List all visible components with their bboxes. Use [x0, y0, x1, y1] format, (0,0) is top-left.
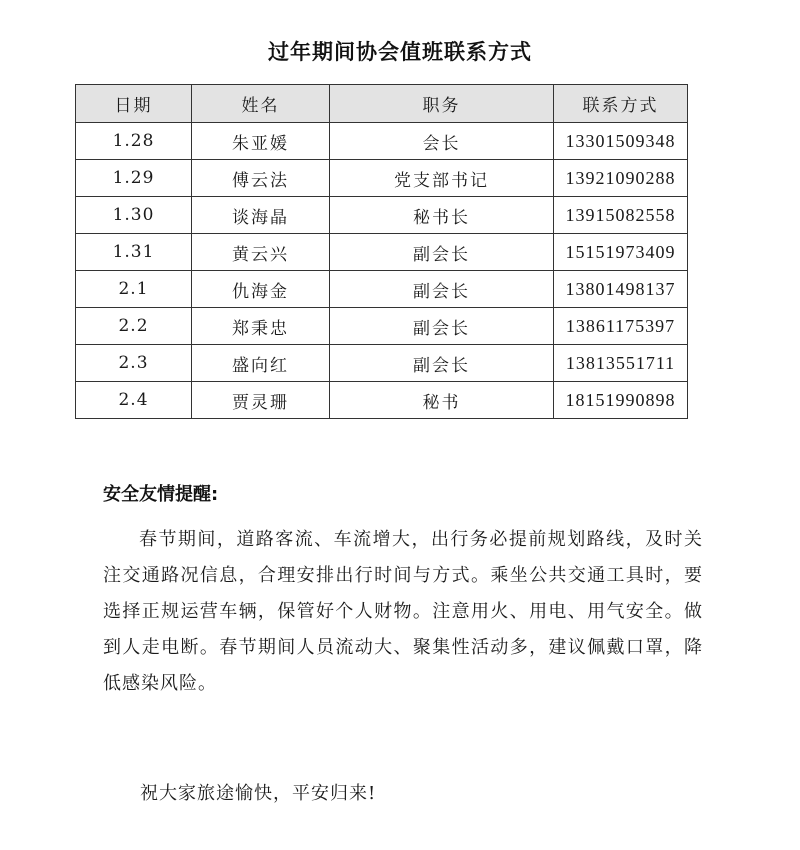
cell-position: 副会长	[330, 308, 554, 345]
header-position: 职务	[330, 85, 554, 123]
cell-date: 2.4	[76, 382, 192, 419]
cell-name: 仇海金	[192, 271, 330, 308]
table-row	[76, 197, 688, 234]
cell-phone: 18151990898	[554, 382, 688, 419]
cell-date: 1.29	[76, 160, 192, 197]
cell-position: 副会长	[330, 271, 554, 308]
duty-schedule-table	[75, 84, 688, 419]
cell-position: 党支部书记	[330, 160, 554, 197]
cell-position: 秘书	[330, 382, 554, 419]
cell-date: 1.30	[76, 197, 192, 234]
cell-name: 傅云法	[192, 160, 330, 197]
document-title: 过年期间协会值班联系方式	[268, 40, 532, 64]
cell-name: 贾灵珊	[192, 382, 330, 419]
cell-phone: 13813551711	[554, 345, 688, 382]
cell-name: 盛向红	[192, 345, 330, 382]
header-name: 姓名	[192, 85, 330, 123]
cell-name: 郑秉忠	[192, 308, 330, 345]
cell-date: 1.31	[76, 234, 192, 271]
table-row	[76, 234, 688, 271]
table-row	[76, 160, 688, 197]
cell-phone: 13915082558	[554, 197, 688, 234]
cell-name: 黄云兴	[192, 234, 330, 271]
table-row	[76, 271, 688, 308]
closing-greeting: 祝大家旅途愉快，平安归来!	[140, 783, 377, 804]
cell-name: 谈海晶	[192, 197, 330, 234]
cell-date: 2.1	[76, 271, 192, 308]
header-contact: 联系方式	[554, 85, 688, 123]
table-row	[76, 123, 688, 160]
cell-position: 秘书长	[330, 197, 554, 234]
table-row	[76, 345, 688, 382]
cell-date: 2.3	[76, 345, 192, 382]
cell-position: 副会长	[330, 345, 554, 382]
cell-phone: 15151973409	[554, 234, 688, 271]
table-row	[76, 308, 688, 345]
cell-position: 会长	[330, 123, 554, 160]
safety-notice-heading: 安全友情提醒:	[103, 484, 219, 505]
cell-position: 副会长	[330, 234, 554, 271]
table-row	[76, 382, 688, 419]
table-header-row	[76, 85, 688, 123]
safety-notice-body: 春节期间，道路客流、车流增大，出行务必提前规划路线，及时关注交通路况信息，合理安排出行时间与方式。乘坐公共交通工具时，要选择正规运营车辆，保管好个人财物。注意用火、用电、用气安全。做到人走电断。春节期间人员流动大、聚集性活动多，建议佩戴口罩，降低感染风险。	[103, 529, 703, 694]
cell-phone: 13861175397	[554, 308, 688, 345]
cell-phone: 13801498137	[554, 271, 688, 308]
cell-date: 2.2	[76, 308, 192, 345]
cell-date: 1.28	[76, 123, 192, 160]
cell-name: 朱亚媛	[192, 123, 330, 160]
cell-phone: 13301509348	[554, 123, 688, 160]
cell-phone: 13921090288	[554, 160, 688, 197]
header-date: 日期	[76, 85, 192, 123]
